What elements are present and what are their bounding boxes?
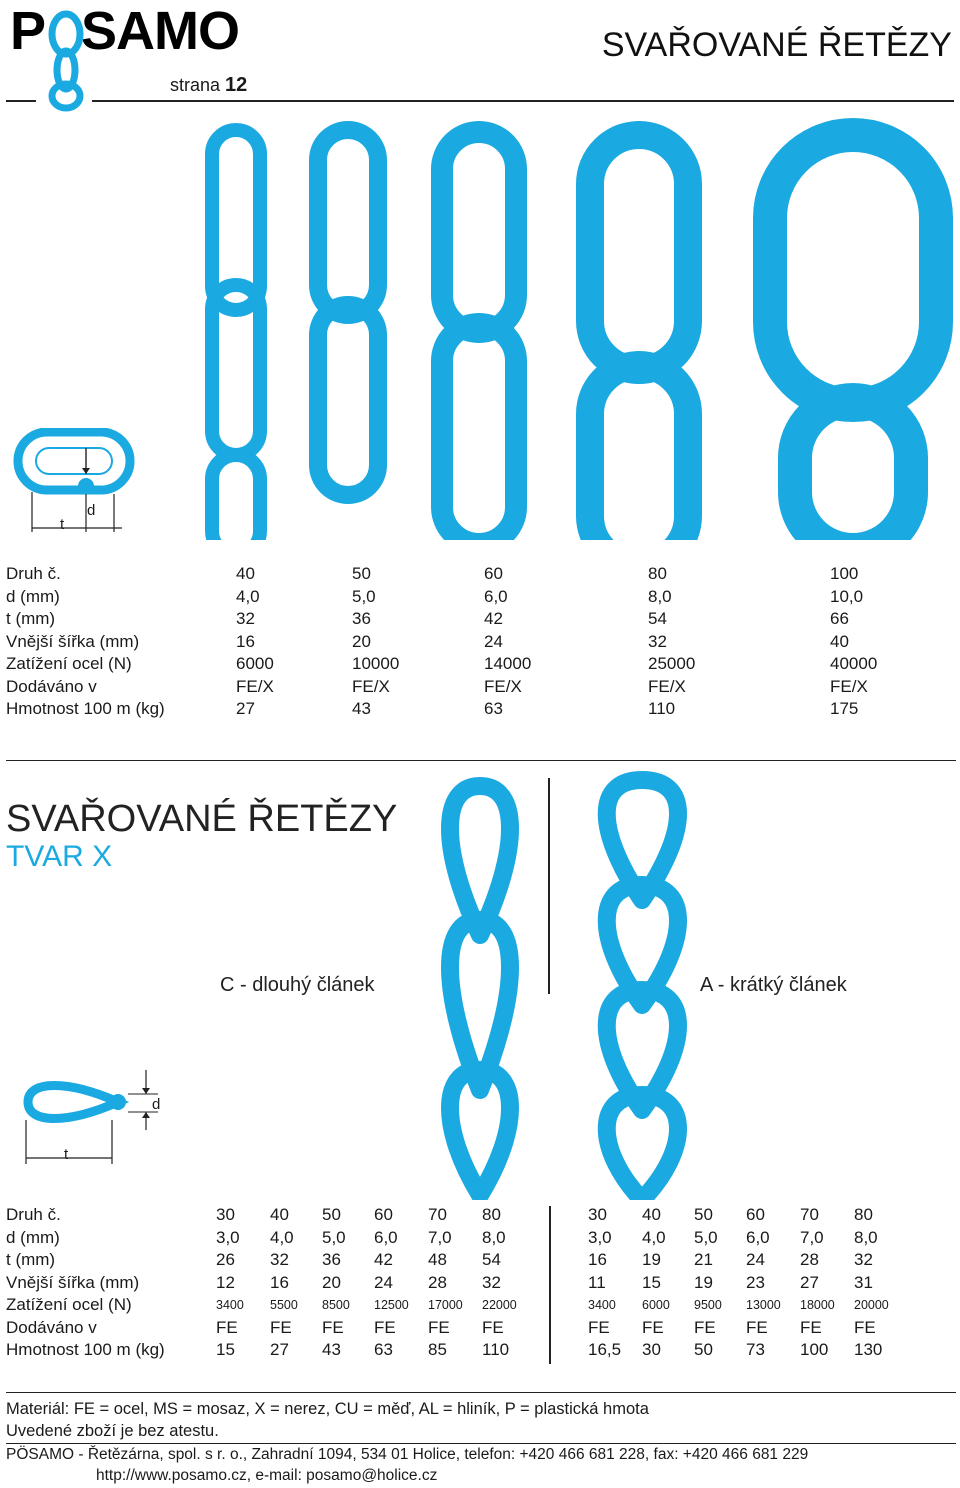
table-cell-short-link: 13000: [746, 1298, 781, 1312]
table-cell-short-link: 11: [588, 1272, 606, 1292]
header-rule-right: [92, 100, 954, 102]
table-cell: 66: [830, 609, 849, 628]
table-cell-long-link: 27: [270, 1340, 289, 1359]
table-cell: 63: [484, 699, 503, 718]
label-short-link: A - krátký článek: [700, 974, 847, 996]
table-row: [6, 676, 956, 699]
table-cell-short-link: 100: [800, 1340, 829, 1359]
table-cell: 20: [352, 631, 371, 651]
table-cell-short-link: 130: [854, 1340, 883, 1359]
table-cell-long-link: 8500: [322, 1298, 350, 1312]
table-cell-short-link: 6000: [642, 1298, 670, 1312]
table-cell-short-link: 8,0: [854, 1227, 878, 1247]
row-label: Hmotnost 100 m (kg): [6, 699, 165, 718]
table-cell: 10,0: [830, 586, 864, 606]
row-label: Druh č.: [6, 1205, 61, 1224]
table-row: [6, 631, 956, 654]
table-cell-long-link: 3400: [216, 1298, 244, 1312]
table-cell-long-link: FE: [428, 1317, 450, 1337]
table-cell-short-link: 9500: [694, 1298, 722, 1312]
table-cell-long-link: 17000: [428, 1298, 463, 1312]
logo-chain-icon: [44, 8, 88, 112]
row-label: Vnější šířka (mm): [6, 631, 140, 651]
table-cell-short-link: 16,5: [588, 1340, 622, 1359]
table-cell-short-link: 18000: [800, 1298, 835, 1312]
page-label: [170, 74, 247, 97]
table-cell-short-link: 21: [694, 1250, 713, 1269]
table-cell-short-link: 16: [588, 1250, 607, 1269]
table-row: [6, 608, 956, 631]
table-cell-long-link: 48: [428, 1250, 447, 1269]
table-cell-long-link: 5,0: [322, 1227, 346, 1247]
table-cell-long-link: FE: [216, 1317, 238, 1337]
table-cell-long-link: 85: [428, 1340, 447, 1359]
table-cell-short-link: 73: [746, 1340, 765, 1359]
table-cell-long-link: 4,0: [270, 1227, 294, 1247]
table-row: [6, 653, 956, 676]
table-cell-long-link: 5500: [270, 1298, 298, 1312]
table-cell: 110: [648, 699, 676, 718]
table-cell-long-link: 3,0: [216, 1227, 240, 1247]
chain-illustration-top: [0, 110, 960, 540]
table-cell: 175: [830, 699, 859, 718]
table-cell-short-link: FE: [694, 1317, 716, 1337]
table-cell: FE/X: [352, 676, 390, 696]
table-cell-long-link: 30: [216, 1205, 235, 1224]
table-column-divider: [549, 1206, 551, 1364]
table-cell: 4,0: [236, 586, 260, 606]
table-cell: 24: [484, 631, 503, 651]
dim-label-d-x: d: [152, 1096, 161, 1113]
table-row: [6, 1272, 956, 1295]
table-cell: 10000: [352, 654, 400, 673]
table-cell-long-link: FE: [482, 1317, 504, 1337]
table-row: [6, 1204, 956, 1227]
table-cell: 54: [648, 609, 667, 628]
table-cell-long-link: 16: [270, 1272, 289, 1292]
table-cell: FE/X: [830, 676, 868, 696]
row-label: Dodáváno v: [6, 676, 97, 696]
footer-rule-top: [6, 1392, 956, 1393]
section-subtitle: TVAR X: [6, 840, 113, 873]
table-cell-long-link: 36: [322, 1250, 341, 1269]
certificate-note: Uvedené zboží je bez atestu.: [6, 1422, 219, 1440]
table-cell-long-link: FE: [374, 1317, 396, 1337]
table-cell-long-link: 50: [322, 1205, 341, 1224]
table-cell-long-link: 54: [482, 1250, 501, 1269]
table-cell: 8,0: [648, 586, 672, 606]
row-label: t (mm): [6, 1250, 56, 1269]
table-cell-short-link: FE: [588, 1317, 610, 1337]
material-legend: Materiál: FE = ocel, MS = mosaz, X = nerez, CU = měď, AL = hliník, P = plastická hmota: [6, 1400, 649, 1418]
table-cell: 25000: [648, 654, 696, 673]
row-label: d (mm): [6, 586, 60, 606]
footer-rule-bottom: [6, 1443, 956, 1444]
table-row: [6, 586, 956, 609]
table-cell-short-link: 40: [642, 1205, 661, 1224]
spec-table-x: [6, 1204, 956, 1362]
section-divider-1: [6, 760, 956, 761]
table-cell: 27: [236, 699, 255, 718]
table-cell-long-link: 32: [482, 1272, 501, 1292]
link-dimension-diagram-top: [10, 428, 140, 538]
table-row: [6, 1249, 956, 1272]
table-cell: 6,0: [484, 586, 508, 606]
label-long-link: C - dlouhý článek: [220, 974, 375, 996]
table-cell: 42: [484, 609, 503, 628]
table-cell-short-link: 23: [746, 1272, 765, 1292]
table-cell-long-link: 28: [428, 1272, 447, 1292]
table-cell-long-link: 8,0: [482, 1227, 506, 1247]
row-label: t (mm): [6, 609, 56, 628]
table-cell-long-link: 6,0: [374, 1227, 398, 1247]
table-row: [6, 1339, 956, 1362]
table-cell: 40: [236, 564, 255, 583]
table-cell-long-link: 80: [482, 1205, 501, 1224]
table-cell-short-link: 30: [642, 1340, 661, 1359]
brand-text-end: SAMO: [81, 1, 240, 61]
table-cell: 32: [648, 631, 667, 651]
table-cell-long-link: 60: [374, 1205, 393, 1224]
table-cell-long-link: 12500: [374, 1298, 409, 1312]
table-cell: 36: [352, 609, 371, 628]
table-cell-short-link: 19: [694, 1272, 713, 1292]
table-cell: FE/X: [236, 676, 274, 696]
table-cell-short-link: 60: [746, 1205, 765, 1224]
table-cell-long-link: 15: [216, 1340, 235, 1359]
table-cell: FE/X: [648, 676, 686, 696]
row-label: Zatížení ocel (N): [6, 654, 132, 673]
table-cell-long-link: FE: [322, 1317, 344, 1337]
row-label: Hmotnost 100 m (kg): [6, 1340, 165, 1359]
table-cell-short-link: 15: [642, 1272, 661, 1292]
table-cell: 40: [830, 631, 849, 651]
table-cell: 40000: [830, 654, 878, 673]
table-cell-short-link: 31: [854, 1272, 873, 1292]
section-title: SVAŘOVANÉ ŘETĚZY: [6, 798, 398, 840]
header-rule-left: [6, 100, 36, 102]
table-cell-long-link: 26: [216, 1250, 235, 1269]
table-cell: 32: [236, 609, 255, 628]
table-cell-short-link: FE: [854, 1317, 876, 1337]
table-cell-short-link: 30: [588, 1205, 607, 1224]
row-label: Dodáváno v: [6, 1317, 97, 1337]
table-cell-short-link: 6,0: [746, 1227, 770, 1247]
table-cell-long-link: 43: [322, 1340, 341, 1359]
table-cell: 5,0: [352, 586, 376, 606]
company-address: PÖSAMO - Řetězárna, spol. s r. o., Zahradní 1094, 534 01 Holice, telefon: +420 466 681 228, fax: +420 466 681 229: [6, 1446, 809, 1463]
table-row: [6, 1317, 956, 1340]
table-cell: 6000: [236, 654, 274, 673]
table-cell: 43: [352, 699, 371, 718]
table-cell-short-link: 27: [800, 1272, 819, 1292]
table-cell-short-link: 32: [854, 1250, 873, 1269]
table-cell-long-link: 42: [374, 1250, 393, 1269]
table-cell-short-link: 7,0: [800, 1227, 824, 1247]
table-cell-long-link: 12: [216, 1272, 235, 1292]
dim-label-t-x: t: [64, 1146, 69, 1163]
table-cell: 60: [484, 564, 503, 583]
table-row: [6, 698, 956, 721]
table-cell: FE/X: [484, 676, 522, 696]
table-cell-long-link: 63: [374, 1340, 393, 1359]
table-row: [6, 1227, 956, 1250]
table-cell-short-link: 4,0: [642, 1227, 666, 1247]
row-label: Zatížení ocel (N): [6, 1295, 132, 1314]
table-cell-short-link: FE: [800, 1317, 822, 1337]
page-label-text: strana: [170, 75, 221, 95]
table-cell-short-link: FE: [746, 1317, 768, 1337]
table-cell-short-link: 3,0: [588, 1227, 612, 1247]
table-cell-short-link: 28: [800, 1250, 819, 1269]
row-label: Druh č.: [6, 564, 61, 583]
table-cell: 80: [648, 564, 667, 583]
table-cell-short-link: 24: [746, 1250, 765, 1269]
table-cell-short-link: 50: [694, 1205, 713, 1224]
brand-text-start: P: [10, 1, 46, 61]
table-cell-long-link: 70: [428, 1205, 447, 1224]
table-cell-short-link: 80: [854, 1205, 873, 1224]
chain-type-divider: [548, 778, 550, 994]
row-label: d (mm): [6, 1227, 60, 1247]
table-cell-long-link: FE: [270, 1317, 292, 1337]
table-cell-long-link: 7,0: [428, 1227, 452, 1247]
table-cell: 14000: [484, 654, 532, 673]
table-cell-short-link: 5,0: [694, 1227, 718, 1247]
table-cell-long-link: 110: [482, 1340, 510, 1359]
table-cell: 100: [830, 564, 859, 583]
table-cell-long-link: 24: [374, 1272, 393, 1292]
table-cell-long-link: 22000: [482, 1298, 517, 1312]
table-cell-long-link: 32: [270, 1250, 289, 1269]
table-cell-short-link: FE: [642, 1317, 664, 1337]
table-cell-short-link: 19: [642, 1250, 661, 1269]
table-row: [6, 1294, 956, 1317]
dim-label-d-top: d: [87, 502, 96, 519]
table-cell-long-link: 40: [270, 1205, 289, 1224]
spec-table-top: [6, 563, 956, 721]
page-title: SVAŘOVANÉ ŘETĚZY: [601, 26, 952, 64]
company-web: http://www.posamo.cz, e-mail: posamo@holice.cz: [96, 1467, 438, 1484]
table-cell-short-link: 3400: [588, 1298, 616, 1312]
dim-label-t-top: t: [60, 516, 65, 533]
table-row: [6, 563, 956, 586]
table-cell-short-link: 70: [800, 1205, 819, 1224]
link-dimension-diagram-x: [8, 1070, 168, 1170]
table-cell-long-link: 20: [322, 1272, 341, 1292]
table-cell: 50: [352, 564, 371, 583]
table-cell-short-link: 20000: [854, 1298, 889, 1312]
table-cell: 16: [236, 631, 255, 651]
row-label: Vnější šířka (mm): [6, 1272, 140, 1292]
table-cell-short-link: 50: [694, 1340, 713, 1359]
page-number: 12: [225, 74, 248, 96]
